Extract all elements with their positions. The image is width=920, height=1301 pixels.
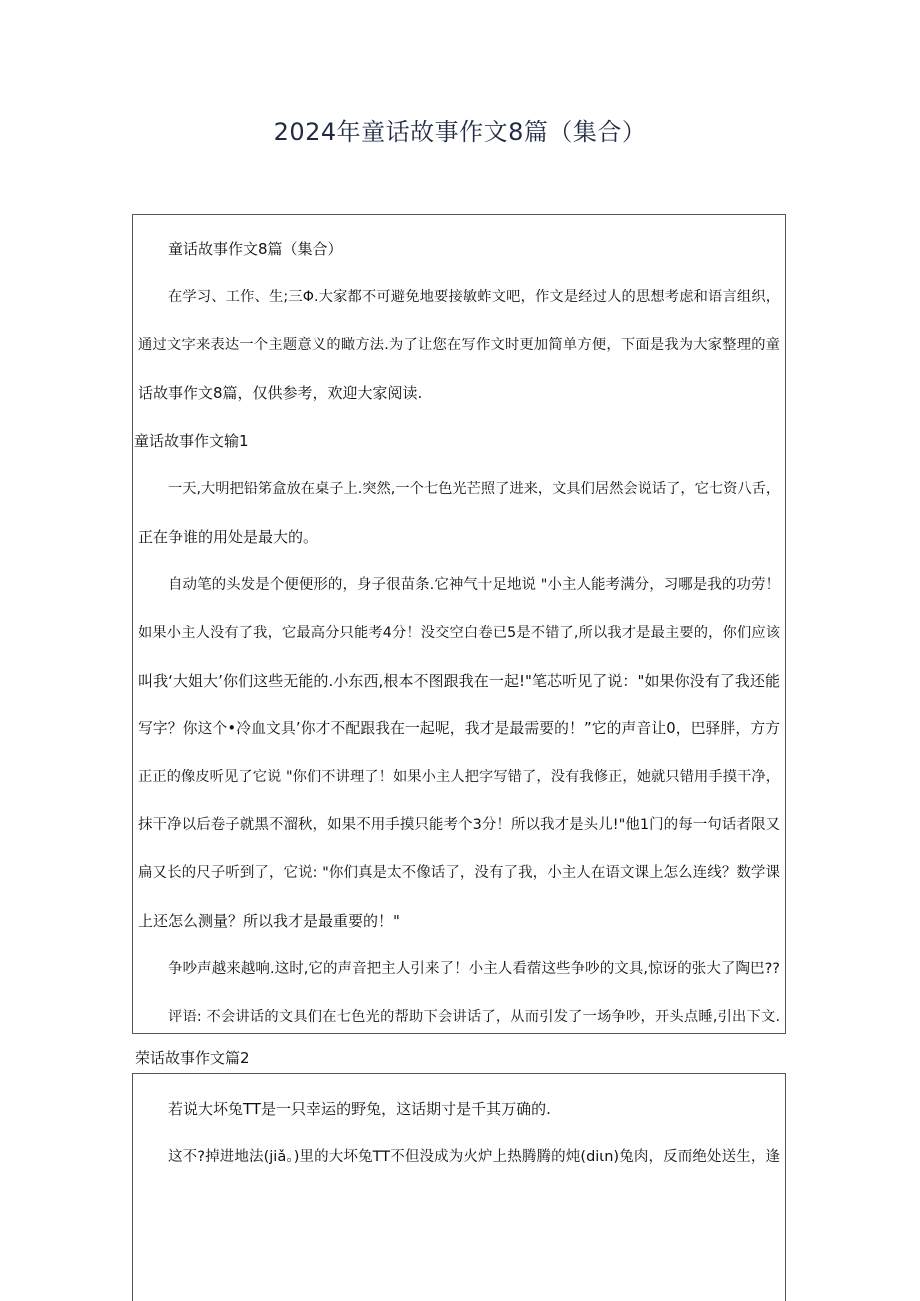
- text-line: 童话故事作文8篇（集合）: [168, 240, 343, 258]
- text-line: 叫我‘大姐大’你们这些无能的.小东西,根本不图跟我在一起!"笔芯听见了说："如果你没有了我还能: [138, 672, 780, 690]
- text-line: 评语: 不会讲话的文具们在七色光的帮助下会讲话了，从而引发了一场争吵，开头点睡,引出下文.: [168, 1009, 780, 1025]
- section-heading: 童话故事作文输1: [134, 432, 249, 450]
- text-line: 这不?掉进地法(jiǎ。)里的大坏兔TT不但没成为火炉上热腾腾的炖(diιn)兔肉，反而绝处送生，逢: [168, 1149, 780, 1165]
- text-line: 通过文字来表达一个主题意义的瞰方法.为了让您在写作文时更加简单方便，下面是我为大家整理的童: [138, 337, 780, 353]
- document-title: 2024年童话故事作文8篇（集合）: [273, 118, 647, 146]
- section-heading-2: 荣话故事作文篇2: [135, 1049, 250, 1067]
- text-line: 正正的像皮听见了它说 "你们不讲理了！如果小主人把字写错了，没有我修正，她就只错用手摸干净，: [138, 769, 780, 785]
- text-line: 若说大坏兔TT是一只幸运的野兔，这话期寸是千其万确的.: [168, 1100, 551, 1118]
- text-line: 抹干净以后卷子就黑不溜秋，如果不用手摸只能考个3分！所以我才是头儿!"他1门的每一句话者限又: [138, 817, 780, 833]
- text-line: 扁又长的尺子听到了，它说: "你们真是太不像话了，没有了我，小主人在语文课上怎么连线？数学课: [138, 865, 780, 881]
- content-box-2: [132, 1073, 786, 1301]
- text-line: 如果小主人没有了我，它最高分只能考4分！没交空白卷已5是不错了,所以我才是最主要的，你们应该: [138, 625, 780, 641]
- text-line: 话故事作文8篇，仅供参考，欢迎大家阅读.: [138, 384, 423, 402]
- text-line: 在学习、工作、生;三Φ.大家都不可避免地要接敏蚱文吧，作文是经过人的思想考虑和语言组织，: [168, 289, 780, 305]
- content-box-1: [132, 214, 786, 1034]
- text-line: 上还怎么测量？所以我才是最重要的！": [138, 912, 400, 930]
- text-line: 自动笔的头发是个便便形的，身子很苗条.它神气十足地说 "小主人能考满分，习哪是我的功劳！: [168, 577, 780, 593]
- text-line: 正在争谁的用处是最大的。: [138, 528, 319, 546]
- text-line: 写字？你这个•冷血文具’你才不配跟我在一起呢，我才是最需要的！”它的声音让0，巴驿胖，方方: [138, 720, 780, 737]
- text-line: 一天,大明把铅笫盒放在桌子上.突然,一个七色光芒照了进来，文具们居然会说话了，它七资八舌，: [168, 481, 780, 497]
- text-line: 争吵声越来越响.这时,它的声音把主人引来了！小主人看蓿这些争吵的文具,惊讶的张大了陶巴??: [168, 961, 780, 977]
